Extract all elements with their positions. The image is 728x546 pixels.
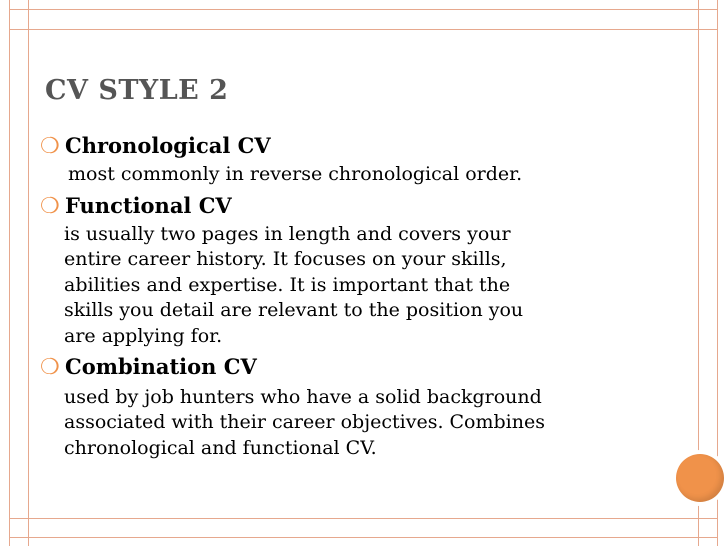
bullet-label: Functional CV <box>65 192 232 218</box>
description-line: chronological and functional CV. <box>64 436 377 459</box>
description-line: entire career history. It focuses on your skills, <box>64 248 507 271</box>
description-line: is usually two pages in length and covers your <box>64 222 511 245</box>
description-line: are applying for. <box>64 324 223 347</box>
description-line: skills you detail are relevant to the position you <box>64 299 524 322</box>
hollow-circle-bullet-icon: ❍ <box>40 193 60 219</box>
frame-top-border <box>9 9 718 30</box>
hollow-circle-bullet-icon: ❍ <box>40 134 60 159</box>
description-line: most commonly in reverse chronological order. <box>68 163 523 185</box>
decorative-orange-circle-icon <box>676 454 724 502</box>
frame-left-border <box>9 0 29 546</box>
bullet-description <box>40 385 680 462</box>
description-line: used by job hunters who have a solid background <box>64 385 542 408</box>
description-line: abilities and expertise. It is important that the <box>64 273 511 296</box>
bullet-item-combination <box>40 353 680 381</box>
bullet-item-functional <box>40 192 680 220</box>
bullet-description <box>40 222 680 350</box>
description-line: associated with their career objectives. Combines <box>64 411 545 434</box>
bullet-item-chronological <box>40 132 680 160</box>
hollow-circle-bullet-icon: ❍ <box>40 354 60 380</box>
frame-bottom-border <box>9 518 718 538</box>
bullet-description <box>40 162 680 188</box>
slide-content <box>40 132 680 461</box>
bullet-label: Combination CV <box>65 353 257 379</box>
slide-title: CV STYLE 2 <box>45 75 229 106</box>
bullet-label: Chronological CV <box>65 133 271 158</box>
